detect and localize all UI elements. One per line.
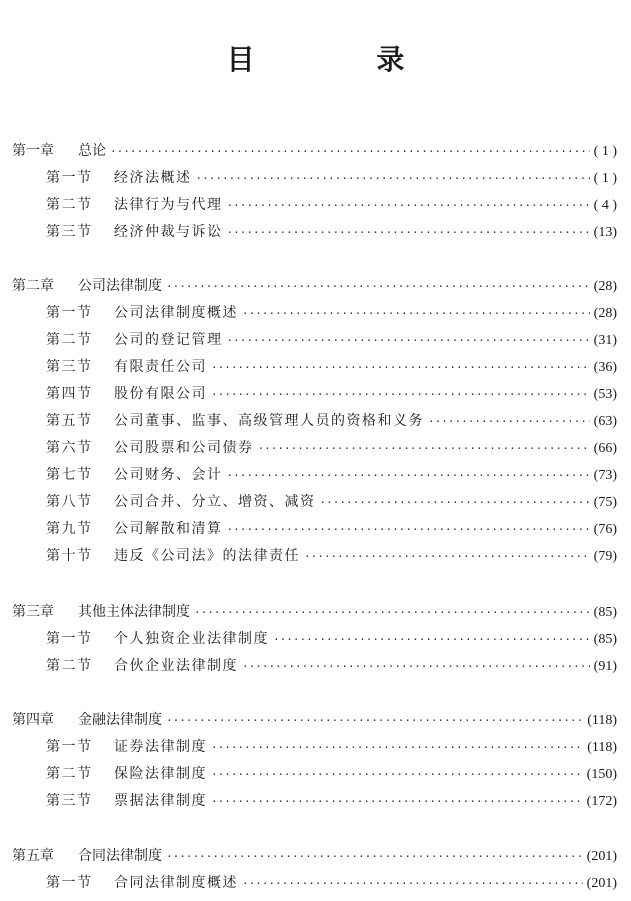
- chapter-number: 第五章: [12, 848, 54, 864]
- toc-section[interactable]: [46, 492, 617, 512]
- page-number: (63): [593, 414, 617, 429]
- dot-leader: [304, 547, 590, 567]
- section-number: 第一节: [46, 170, 93, 186]
- section-title: 公司解散和清算: [114, 521, 223, 537]
- section-number: 第八节: [46, 494, 93, 510]
- toc-chapter-5[interactable]: [12, 846, 617, 866]
- dot-leader: [194, 603, 590, 623]
- dot-leader: [227, 196, 590, 216]
- toc-chapter-4[interactable]: [12, 710, 617, 730]
- section-title: 公司合并、分立、增资、减资: [114, 494, 316, 510]
- toc-section[interactable]: [46, 737, 617, 757]
- page-number: (118): [587, 740, 617, 755]
- page-number: (85): [593, 632, 617, 647]
- section-title: 公司的登记管理: [114, 332, 223, 348]
- toc-section[interactable]: [46, 303, 617, 323]
- dot-leader: [227, 466, 590, 486]
- dot-leader: [242, 874, 583, 894]
- section-number: 第二节: [46, 658, 93, 674]
- page-number: (75): [593, 495, 617, 510]
- page-number: (31): [593, 333, 617, 348]
- section-number: 第一节: [46, 875, 93, 891]
- section-title: 公司董事、监事、高级管理人员的资格和义务: [114, 413, 424, 429]
- page-number: ( 4 ): [593, 198, 617, 213]
- section-title: 经济法概述: [114, 170, 192, 186]
- page-number: ( 1 ): [593, 144, 617, 159]
- page-number: (201): [586, 876, 617, 891]
- section-number: 第一节: [46, 631, 93, 647]
- dot-leader: [428, 412, 590, 432]
- page-number: (53): [593, 387, 617, 402]
- chapter-number: 第四章: [12, 712, 54, 728]
- toc-section[interactable]: [46, 546, 617, 566]
- chapter-number: 第三章: [12, 604, 54, 620]
- section-title: 公司股票和公司债券: [114, 440, 254, 456]
- chapter-number: 第一章: [12, 143, 54, 159]
- dot-leader: [227, 331, 590, 351]
- section-number: 第三节: [46, 224, 93, 240]
- page-title: 目 录: [226, 43, 461, 76]
- page-number: (28): [593, 279, 617, 294]
- toc-section[interactable]: [46, 438, 617, 458]
- section-number: 第四节: [46, 386, 93, 402]
- section-number: 第二节: [46, 197, 93, 213]
- section-number: 第二节: [46, 332, 93, 348]
- toc-section[interactable]: [46, 195, 617, 215]
- toc-section[interactable]: [46, 791, 617, 811]
- dot-leader: [211, 765, 583, 785]
- page-number: (201): [586, 849, 617, 864]
- dot-leader: [211, 792, 583, 812]
- page-number: ( 1 ): [593, 171, 617, 186]
- section-number: 第一节: [46, 739, 93, 755]
- section-title: 个人独资企业法律制度: [114, 631, 269, 647]
- dot-leader: [166, 847, 583, 867]
- toc-section[interactable]: [46, 873, 617, 893]
- dot-leader: [242, 304, 590, 324]
- dot-leader: [196, 169, 590, 189]
- toc-section[interactable]: [46, 330, 617, 350]
- chapter-title: 其他主体法律制度: [78, 604, 190, 620]
- section-title: 公司法律制度概述: [114, 305, 238, 321]
- page-number: (13): [593, 225, 617, 240]
- section-title: 有限责任公司: [114, 359, 207, 375]
- page-number: (118): [587, 713, 617, 728]
- toc-section[interactable]: [46, 411, 617, 431]
- section-title: 保险法律制度: [114, 766, 207, 782]
- chapter-title: 合同法律制度: [78, 848, 162, 864]
- section-title: 违反《公司法》的法律责任: [114, 548, 300, 564]
- section-number: 第六节: [46, 440, 93, 456]
- section-number: 第九节: [46, 521, 93, 537]
- dot-leader: [110, 142, 590, 162]
- dot-leader: [211, 358, 590, 378]
- section-number: 第三节: [46, 793, 93, 809]
- section-title: 公司财务、会计: [114, 467, 223, 483]
- chapter-title: 公司法律制度: [78, 278, 162, 294]
- toc-chapter-3[interactable]: [12, 602, 617, 622]
- dot-leader: [242, 657, 590, 677]
- section-title: 股份有限公司: [114, 386, 207, 402]
- chapter-title: 总论: [78, 143, 106, 159]
- toc-chapter-1[interactable]: [12, 141, 617, 161]
- section-number: 第二节: [46, 766, 93, 782]
- toc-section[interactable]: [46, 764, 617, 784]
- page-number: (91): [593, 659, 617, 674]
- toc-section[interactable]: [46, 384, 617, 404]
- dot-leader: [166, 277, 590, 297]
- toc-section[interactable]: [46, 656, 617, 676]
- toc-chapter-2[interactable]: [12, 276, 617, 296]
- page-number: (36): [593, 360, 617, 375]
- section-title: 证券法律制度: [114, 739, 207, 755]
- page-number: (150): [586, 767, 617, 782]
- toc-section[interactable]: [46, 629, 617, 649]
- page-number: (76): [593, 522, 617, 537]
- page-number: (85): [593, 605, 617, 620]
- dot-leader: [211, 385, 590, 405]
- page-number: (73): [593, 468, 617, 483]
- dot-leader: [166, 711, 583, 731]
- dot-leader: [227, 223, 590, 243]
- toc-section[interactable]: [46, 357, 617, 377]
- section-number: 第一节: [46, 305, 93, 321]
- section-title: 经济仲裁与诉讼: [114, 224, 223, 240]
- page-number: (28): [593, 306, 617, 321]
- section-number: 第三节: [46, 359, 93, 375]
- page-number: (172): [586, 794, 617, 809]
- chapter-title: 金融法律制度: [78, 712, 162, 728]
- section-number: 第五节: [46, 413, 93, 429]
- dot-leader: [258, 439, 590, 459]
- toc-section[interactable]: [46, 519, 617, 539]
- page-number: (79): [593, 549, 617, 564]
- section-title: 票据法律制度: [114, 793, 207, 809]
- dot-leader: [211, 738, 583, 758]
- dot-leader: [320, 493, 590, 513]
- page-number: (66): [593, 441, 617, 456]
- toc-section[interactable]: [46, 465, 617, 485]
- section-title: 合伙企业法律制度: [114, 658, 238, 674]
- section-number: 第七节: [46, 467, 93, 483]
- dot-leader: [273, 630, 590, 650]
- section-title: 合同法律制度概述: [114, 875, 238, 891]
- chapter-number: 第二章: [12, 278, 54, 294]
- section-title: 法律行为与代理: [114, 197, 223, 213]
- toc-section[interactable]: [46, 222, 617, 242]
- toc-section[interactable]: [46, 168, 617, 188]
- section-number: 第十节: [46, 548, 93, 564]
- dot-leader: [227, 520, 590, 540]
